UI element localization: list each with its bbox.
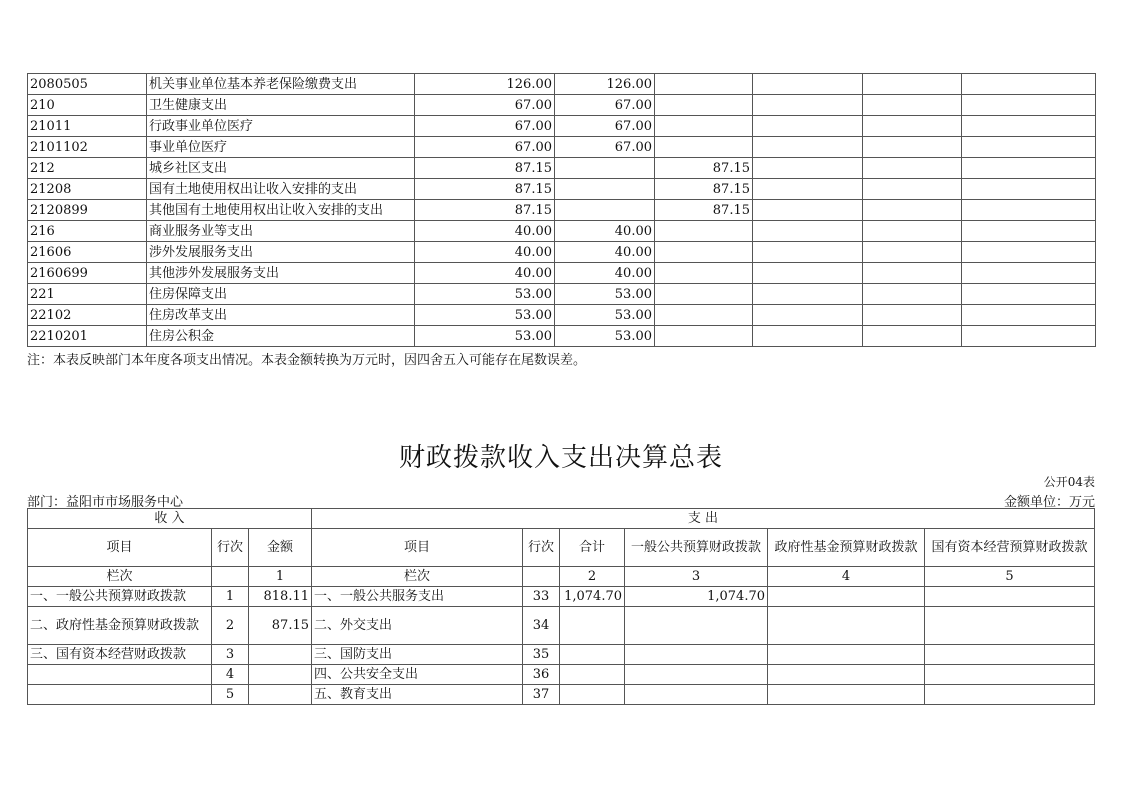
empty-cell	[962, 284, 1096, 305]
total-amount: 53.00	[415, 284, 555, 305]
empty-cell	[962, 242, 1096, 263]
income-amount	[249, 645, 312, 665]
table-row	[28, 74, 1096, 95]
gov-fund-amount	[768, 607, 925, 645]
table-row	[28, 263, 1096, 284]
state-capital-amount	[925, 645, 1095, 665]
account-code: 216	[28, 221, 147, 242]
gov-fund-header: 政府性基金预算财政拨款	[768, 529, 925, 567]
income-amount	[249, 685, 312, 705]
basic-expense: 126.00	[555, 74, 655, 95]
project-expense	[655, 221, 753, 242]
basic-expense: 40.00	[555, 242, 655, 263]
income-row-header: 行次	[212, 529, 249, 567]
basic-expense: 67.00	[555, 116, 655, 137]
empty-cell	[753, 137, 863, 158]
empty-cell	[753, 158, 863, 179]
col-number-2: 2	[560, 567, 625, 587]
income-row-number: 3	[212, 645, 249, 665]
empty-cell	[962, 221, 1096, 242]
expense-total	[560, 685, 625, 705]
empty-cell	[863, 284, 962, 305]
empty-cell	[863, 137, 962, 158]
table-note: 注：本表反映部门本年度各项支出情况。本表金额转换为万元时，因四舍五入可能存在尾数误差。	[27, 353, 587, 368]
expense-item: 三、国防支出	[312, 645, 523, 665]
empty-cell	[863, 263, 962, 284]
account-code: 221	[28, 284, 147, 305]
expense-row-header: 行次	[523, 529, 560, 567]
project-expense	[655, 326, 753, 347]
account-code: 21208	[28, 179, 147, 200]
income-row-number: 4	[212, 665, 249, 685]
table-row	[28, 645, 1095, 665]
income-row-number: 5	[212, 685, 249, 705]
empty-cell	[962, 305, 1096, 326]
general-budget-amount	[625, 665, 768, 685]
income-amount	[249, 665, 312, 685]
expense-row-number: 37	[523, 685, 560, 705]
empty-cell	[863, 95, 962, 116]
project-expense: 87.15	[655, 179, 753, 200]
empty-cell	[753, 95, 863, 116]
account-code: 21606	[28, 242, 147, 263]
empty-cell	[863, 221, 962, 242]
basic-expense: 40.00	[555, 221, 655, 242]
table-row	[28, 242, 1096, 263]
project-expense	[655, 95, 753, 116]
expenditure-table	[27, 73, 1096, 347]
total-amount: 67.00	[415, 95, 555, 116]
account-name: 机关事业单位基本养老保险缴费支出	[147, 74, 415, 95]
account-name: 卫生健康支出	[147, 95, 415, 116]
table-row	[28, 179, 1096, 200]
project-expense	[655, 284, 753, 305]
empty-cell	[962, 116, 1096, 137]
account-name: 住房改革支出	[147, 305, 415, 326]
expense-item: 二、外交支出	[312, 607, 523, 645]
project-expense	[655, 305, 753, 326]
income-lanci-label: 栏次	[28, 567, 212, 587]
table-row	[28, 221, 1096, 242]
col-number-4: 4	[768, 567, 925, 587]
account-name: 事业单位医疗	[147, 137, 415, 158]
table-row	[28, 665, 1095, 685]
empty-cell	[863, 305, 962, 326]
total-amount: 53.00	[415, 326, 555, 347]
expense-row-number: 34	[523, 607, 560, 645]
account-name: 城乡社区支出	[147, 158, 415, 179]
table-row	[28, 607, 1095, 645]
basic-expense	[555, 200, 655, 221]
expense-total: 1,074.70	[560, 587, 625, 607]
empty-cell	[863, 116, 962, 137]
basic-expense: 40.00	[555, 263, 655, 284]
empty-cell	[753, 74, 863, 95]
gov-fund-amount	[768, 645, 925, 665]
empty-cell	[753, 305, 863, 326]
report-title: 财政拨款收入支出决算总表	[398, 443, 723, 473]
income-amount: 818.11	[249, 587, 312, 607]
general-budget-amount	[625, 685, 768, 705]
total-amount: 40.00	[415, 242, 555, 263]
total-amount: 40.00	[415, 221, 555, 242]
table-row	[28, 116, 1096, 137]
expense-item: 一、一般公共服务支出	[312, 587, 523, 607]
project-expense	[655, 116, 753, 137]
income-row-number: 2	[212, 607, 249, 645]
project-expense	[655, 242, 753, 263]
empty-cell	[753, 284, 863, 305]
empty-cell	[863, 158, 962, 179]
account-code: 21011	[28, 116, 147, 137]
col-number-3: 3	[625, 567, 768, 587]
expense-total	[560, 645, 625, 665]
project-expense: 87.15	[655, 200, 753, 221]
empty-cell	[962, 74, 1096, 95]
total-amount: 126.00	[415, 74, 555, 95]
expense-item: 五、教育支出	[312, 685, 523, 705]
general-budget-amount	[625, 607, 768, 645]
empty-cell	[962, 179, 1096, 200]
account-name: 住房公积金	[147, 326, 415, 347]
account-code: 212	[28, 158, 147, 179]
account-name: 其他国有土地使用权出让收入安排的支出	[147, 200, 415, 221]
table-row	[28, 587, 1095, 607]
income-row-number: 1	[212, 587, 249, 607]
general-budget-amount: 1,074.70	[625, 587, 768, 607]
basic-expense: 67.00	[555, 95, 655, 116]
table-row	[28, 326, 1096, 347]
empty-cell	[753, 221, 863, 242]
table-row	[28, 95, 1096, 116]
empty-cell	[753, 200, 863, 221]
general-budget-header: 一般公共预算财政拨款	[625, 529, 768, 567]
project-expense: 87.15	[655, 158, 753, 179]
table-row	[28, 200, 1096, 221]
empty-cell	[863, 326, 962, 347]
state-capital-header: 国有资本经营预算财政拨款	[925, 529, 1095, 567]
expense-total-header: 合计	[560, 529, 625, 567]
general-budget-amount	[625, 645, 768, 665]
expense-header: 支 出	[312, 509, 1095, 529]
basic-expense	[555, 158, 655, 179]
empty-cell	[863, 74, 962, 95]
amount-unit-label: 金额单位：万元	[1003, 495, 1095, 510]
income-item: 二、政府性基金预算财政拨款	[28, 607, 212, 645]
total-amount: 67.00	[415, 116, 555, 137]
table-row	[28, 305, 1096, 326]
expense-lanci-label: 栏次	[312, 567, 523, 587]
empty-cell	[962, 263, 1096, 284]
expense-row-number: 33	[523, 587, 560, 607]
account-code: 2120899	[28, 200, 147, 221]
empty-cell	[753, 116, 863, 137]
table-row	[28, 685, 1095, 705]
basic-expense: 53.00	[555, 326, 655, 347]
account-name: 商业服务业等支出	[147, 221, 415, 242]
state-capital-amount	[925, 607, 1095, 645]
state-capital-amount	[925, 685, 1095, 705]
expense-row-number: 35	[523, 645, 560, 665]
account-code: 2160699	[28, 263, 147, 284]
empty-cell	[962, 326, 1096, 347]
income-amount: 87.15	[249, 607, 312, 645]
empty-cell	[863, 200, 962, 221]
gov-fund-amount	[768, 665, 925, 685]
project-expense	[655, 263, 753, 284]
income-item: 三、国有资本经营财政拨款	[28, 645, 212, 665]
table-row	[28, 284, 1096, 305]
empty-cell	[863, 179, 962, 200]
empty-cell	[753, 179, 863, 200]
account-code: 2101102	[28, 137, 147, 158]
income-item	[28, 685, 212, 705]
account-name: 国有土地使用权出让收入安排的支出	[147, 179, 415, 200]
account-name: 涉外发展服务支出	[147, 242, 415, 263]
total-amount: 87.15	[415, 200, 555, 221]
project-expense	[655, 137, 753, 158]
expense-total	[560, 607, 625, 645]
empty-cell	[753, 326, 863, 347]
total-amount: 67.00	[415, 137, 555, 158]
basic-expense	[555, 179, 655, 200]
expense-total	[560, 665, 625, 685]
account-code: 2210201	[28, 326, 147, 347]
account-code: 2080505	[28, 74, 147, 95]
expense-item: 四、公共安全支出	[312, 665, 523, 685]
empty-cell	[863, 242, 962, 263]
income-item: 一、一般公共预算财政拨款	[28, 587, 212, 607]
state-capital-amount	[925, 587, 1095, 607]
total-amount: 87.15	[415, 179, 555, 200]
income-item-header: 项目	[28, 529, 212, 567]
gov-fund-amount	[768, 587, 925, 607]
empty-cell	[962, 200, 1096, 221]
empty-cell	[753, 263, 863, 284]
total-amount: 40.00	[415, 263, 555, 284]
empty-cell	[962, 158, 1096, 179]
empty-cell	[962, 95, 1096, 116]
state-capital-amount	[925, 665, 1095, 685]
gov-fund-amount	[768, 685, 925, 705]
account-name: 行政事业单位医疗	[147, 116, 415, 137]
col-number-5: 5	[925, 567, 1095, 587]
account-code: 210	[28, 95, 147, 116]
account-name: 住房保障支出	[147, 284, 415, 305]
income-amount-header: 金额	[249, 529, 312, 567]
expense-item-header: 项目	[312, 529, 523, 567]
empty-cell	[753, 242, 863, 263]
table-row	[28, 137, 1096, 158]
report-code: 公开04表	[1043, 475, 1095, 489]
empty-cell	[962, 137, 1096, 158]
account-name: 其他涉外发展服务支出	[147, 263, 415, 284]
department-label: 部门：益阳市市场服务中心	[27, 495, 184, 510]
expense-row-number: 36	[523, 665, 560, 685]
project-expense	[655, 74, 753, 95]
table-row	[28, 158, 1096, 179]
income-item	[28, 665, 212, 685]
total-amount: 87.15	[415, 158, 555, 179]
total-amount: 53.00	[415, 305, 555, 326]
income-header: 收 入	[28, 509, 312, 529]
basic-expense: 53.00	[555, 284, 655, 305]
fiscal-summary-table	[27, 508, 1095, 705]
basic-expense: 67.00	[555, 137, 655, 158]
col-number-1: 1	[249, 567, 312, 587]
account-code: 22102	[28, 305, 147, 326]
basic-expense: 53.00	[555, 305, 655, 326]
